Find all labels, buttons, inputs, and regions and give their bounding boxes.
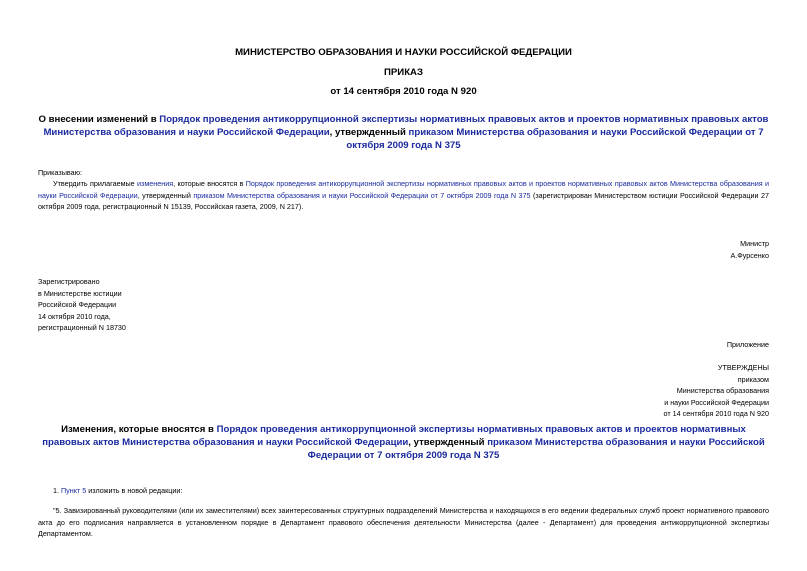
clause-5-link[interactable]: Пункт 5 — [61, 486, 87, 495]
order-375-link-body[interactable]: приказом Министерства образования и науки Российской Федерации от 7 октября 2009 года N 375 — [193, 190, 531, 200]
changes-link[interactable]: изменения — [137, 179, 174, 188]
approval-block: УТВЕРЖДЕНЫ приказом Министерства образования и науки Российской Федерации от 14 сентября 2010 года N 920 — [663, 363, 769, 418]
order-title: О внесении изменений в Порядок проведения антикоррупционной экспертизы нормативных правовых актов и проектов нормативных правовых актов Министерства образования и науки Российской Федерации, утвержденный приказом Министерства образования и науки Российской Федерации от 7 октября 2009 года N 375 — [38, 114, 769, 151]
document-date-number: от 14 сентября 2010 года N 920 — [330, 86, 477, 97]
order-paragraph: Утвердить прилагаемые изменения, которые вносятся в Порядок проведения антикоррупционной экспертизы нормативных правовых актов и проектов нормативных правовых актов Министерства образования и науки Российской Федерации, утвержденный приказом Министерства образования и науки Российской Федерации от 7 октября 2009 года N 375 (зарегистрирован Министерством юстиции Российской Федерации 27 октября 2009 года, регистрационный N 15139, Российская газета, 2009, N 217). — [38, 179, 770, 211]
signatory-position: Министр — [740, 239, 769, 248]
order-375-link[interactable]: приказом Министерства образования и науки Российской Федерации от 7 октября 2009 года N 375 — [346, 127, 764, 151]
procedure-link-body[interactable]: Порядок проведения антикоррупционной экспертизы нормативных правовых актов и проектов нормативных правовых актов Министерства образования и науки Российской Федерации — [38, 179, 769, 200]
order-label: Приказываю: — [38, 168, 82, 177]
procedure-link-2[interactable]: Порядок проведения антикоррупционной экспертизы нормативных правовых актов и проектов нормативных правовых актов Министерства образования и науки Российской Федерации — [42, 424, 746, 448]
ministry-heading: МИНИСТЕРСТВО ОБРАЗОВАНИЯ И НАУКИ РОССИЙСКОЙ ФЕДЕРАЦИИ — [235, 47, 572, 58]
registration-block: Зарегистрировано в Министерстве юстиции Российской Федерации 14 октября 2010 года, регистрационный N 18730 — [38, 277, 126, 332]
signature-block — [730, 238, 769, 261]
document-type: ПРИКАЗ — [384, 67, 423, 78]
change-item-1: 1. Пункт 5 изложить в новой редакции: — [53, 486, 183, 495]
appendix-label: Приложение — [726, 340, 769, 349]
clause-5-text: "5. Завизированный руководителями (или их заместителями) всех заинтересованных структурных подразделений Министерства и находящихся в его ведении федеральных служб проект нормативного правового акта до его подписания направляется в установленном порядке в Департамент правового обеспечения деятельности Министерства (далее - Департамент) для проведения антикоррупционной экспертизы Департаментом. — [38, 506, 769, 538]
procedure-link[interactable]: Порядок проведения антикоррупционной экспертизы нормативных правовых актов и проектов нормативных правовых актов Министерства образования и науки Российской Федерации — [43, 114, 769, 138]
signatory-name: А.Фурсенко — [730, 250, 769, 260]
changes-title: Изменения, которые вносятся в Порядок проведения антикоррупционной экспертизы нормативных правовых актов и проектов нормативных правовых актов Министерства образования и науки Российской Федерации, утвержденный приказом Министерства образования и науки Российской Федерации от 7 октября 2009 года N 375 — [42, 424, 765, 461]
order-375-link-2[interactable]: приказом Министерства образования и науки Российской Федерации от 7 октября 2009 года N 375 — [307, 437, 765, 461]
